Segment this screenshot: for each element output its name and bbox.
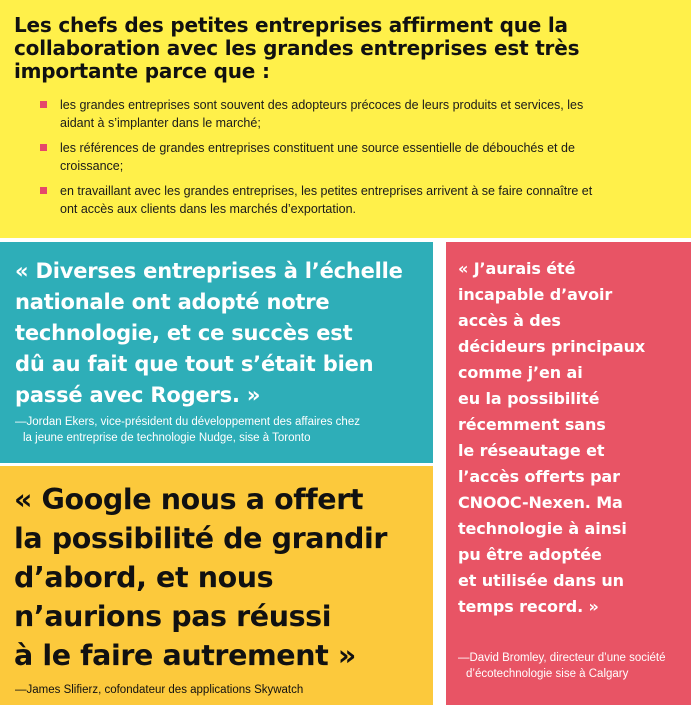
reason-text: ont accès aux clients dans les marchés d’exportation. bbox=[60, 202, 356, 216]
quote-panel-teal bbox=[0, 242, 433, 463]
attribution-line: —Jordan Ekers, vice-président du développement des affaires chez bbox=[15, 416, 360, 428]
reason-item bbox=[0, 139, 670, 175]
quote-line: pu être adoptée bbox=[458, 545, 602, 564]
square-bullet-icon bbox=[40, 187, 47, 194]
quote-line: technologie à ainsi bbox=[458, 519, 627, 538]
reason-item bbox=[0, 182, 670, 218]
quote-line: « Diverses entreprises à l’échelle bbox=[15, 259, 403, 283]
reason-text: les grandes entreprises sont souvent des adopteurs précoces de leurs produits et services, les bbox=[60, 98, 584, 112]
pull-quote bbox=[14, 480, 429, 675]
attribution-line: —James Slifierz, cofondateur des applications Skywatch bbox=[15, 684, 304, 696]
reason-item bbox=[0, 96, 670, 132]
quote-line: nationale ont adopté notre bbox=[15, 290, 330, 314]
quote-line: d’abord, et nous bbox=[14, 561, 274, 594]
quote-line: comme j’en ai bbox=[458, 363, 583, 382]
quote-line: CNOOC-Nexen. Ma bbox=[458, 493, 623, 512]
quote-line: passé avec Rogers. » bbox=[15, 383, 261, 407]
attribution-line: la jeune entreprise de technologie Nudge, sise à Toronto bbox=[23, 432, 311, 444]
attribution-line: d’écotechnologie sise à Calgary bbox=[466, 668, 629, 680]
reasons-list bbox=[0, 96, 670, 225]
quote-line: accès à des bbox=[458, 311, 561, 330]
reason-text: croissance; bbox=[60, 159, 124, 173]
quote-line: le réseautage et bbox=[458, 441, 605, 460]
quote-line: à le faire autrement » bbox=[14, 639, 356, 672]
reason-text: en travaillant avec les grandes entreprises, les petites entreprises arrivent à se faire connaître et bbox=[60, 184, 593, 198]
quote-line: récemment sans bbox=[458, 415, 606, 434]
quote-attribution bbox=[15, 414, 425, 446]
pull-quote bbox=[458, 256, 686, 620]
quote-panel-red bbox=[446, 242, 691, 705]
quote-line: n’aurions pas réussi bbox=[14, 600, 332, 633]
reason-text: les références de grandes entreprises constituent une source essentielle de débouchés et de bbox=[60, 141, 575, 155]
headline-line: importante parce que : bbox=[14, 59, 270, 83]
intro-panel bbox=[0, 0, 691, 238]
quote-line: la possibilité de grandir bbox=[14, 522, 388, 555]
pull-quote bbox=[15, 256, 425, 411]
quote-line: incapable d’avoir bbox=[458, 285, 613, 304]
quote-line: technologie, et ce succès est bbox=[15, 321, 353, 345]
quote-line: temps record. » bbox=[458, 597, 599, 616]
quote-attribution bbox=[458, 650, 688, 682]
reason-text: aidant à s’implanter dans le marché; bbox=[60, 116, 261, 130]
quote-line: « J’aurais été bbox=[458, 259, 576, 278]
intro-headline bbox=[14, 14, 674, 83]
quote-panel-gold bbox=[0, 466, 433, 705]
headline-line: collaboration avec les grandes entreprises est très bbox=[14, 36, 580, 60]
square-bullet-icon bbox=[40, 144, 47, 151]
quote-line: décideurs principaux bbox=[458, 337, 646, 356]
quote-line: eu la possibilité bbox=[458, 389, 600, 408]
attribution-line: —David Bromley, directeur d’une société bbox=[458, 652, 666, 664]
quote-line: et utilisée dans un bbox=[458, 571, 624, 590]
quote-line: dû au fait que tout s’était bien bbox=[15, 352, 374, 376]
square-bullet-icon bbox=[40, 101, 47, 108]
headline-line: Les chefs des petites entreprises affirment que la bbox=[14, 13, 568, 37]
quote-attribution bbox=[15, 682, 425, 698]
quote-line: l’accès offerts par bbox=[458, 467, 620, 486]
quote-line: « Google nous a offert bbox=[14, 483, 364, 516]
